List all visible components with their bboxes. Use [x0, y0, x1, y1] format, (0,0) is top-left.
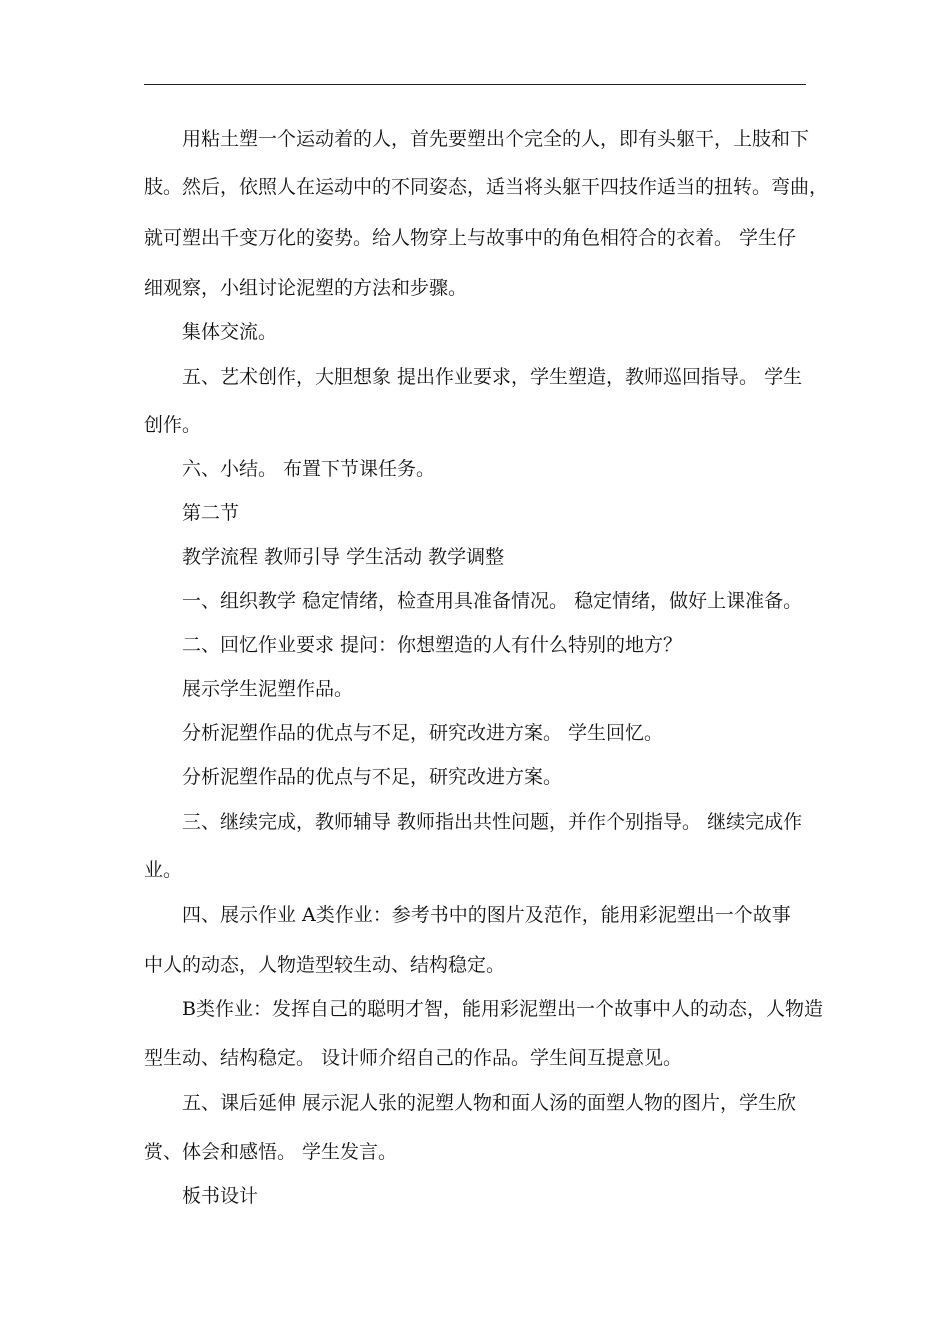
paragraph-line: 四、展示作业 A类作业：参考书中的图片及范作，能用彩泥塑出一个故事	[182, 904, 791, 926]
paragraph-line: 型生动、结构稳定。 设计师介绍自己的作品。学生间互提意见。	[144, 1047, 683, 1069]
paragraph-line: 六、小结。 布置下节课任务。	[182, 458, 436, 480]
paragraph-line: 创作。	[144, 414, 202, 436]
paragraph-line: 分析泥塑作品的优点与不足，研究改进方案。	[182, 766, 563, 788]
paragraph-line: 细观察，小组讨论泥塑的方法和步骤。	[144, 277, 468, 299]
paragraph-line: 展示学生泥塑作品。	[182, 678, 354, 700]
paragraph-line: 肢。然后，依照人在运动中的不同姿态，适当将头躯干四技作适当的扭转。弯曲，	[144, 176, 829, 198]
paragraph-line: 业。	[144, 859, 183, 881]
paragraph-line: 中人的动态，人物造型较生动、结构稳定。	[144, 954, 506, 976]
section-heading: 板书设计	[182, 1185, 259, 1207]
paragraph-line: 五、艺术创作，大胆想象 提出作业要求，学生塑造，教师巡回指导。 学生	[182, 366, 803, 388]
paragraph-line: 集体交流。	[182, 321, 278, 343]
header-rule	[144, 84, 806, 85]
paragraph-line: 教学流程 教师引导 学生活动 教学调整	[182, 546, 505, 568]
paragraph-line: B类作业：发挥自己的聪明才智，能用彩泥塑出一个故事中人的动态，人物造	[182, 998, 823, 1020]
paragraph-line: 二、回忆作业要求 提问：你想塑造的人有什么特别的地方？	[182, 634, 683, 656]
paragraph-line: 一、组织教学 稳定情绪，检查用具准备情况。 稳定情绪，做好上课准备。	[182, 590, 803, 612]
paragraph-line: 就可塑出千变万化的姿势。给人物穿上与故事中的角色相符合的衣着。 学生仔	[144, 227, 797, 249]
paragraph-line: 赏、体会和感悟。 学生发言。	[144, 1141, 398, 1163]
paragraph-line: 分析泥塑作品的优点与不足，研究改进方案。 学生回忆。	[182, 722, 664, 744]
section-heading: 第二节	[182, 502, 240, 524]
paragraph-line: 三、继续完成，教师辅导 教师指出共性问题，并作个别指导。 继续完成作	[182, 811, 803, 833]
paragraph-line: 五、课后延伸 展示泥人张的泥塑人物和面人汤的面塑人物的图片，学生欣	[182, 1092, 797, 1114]
paragraph-line: 用粘土塑一个运动着的人，首先要塑出个完全的人，即有头躯干，上肢和下	[182, 128, 810, 150]
